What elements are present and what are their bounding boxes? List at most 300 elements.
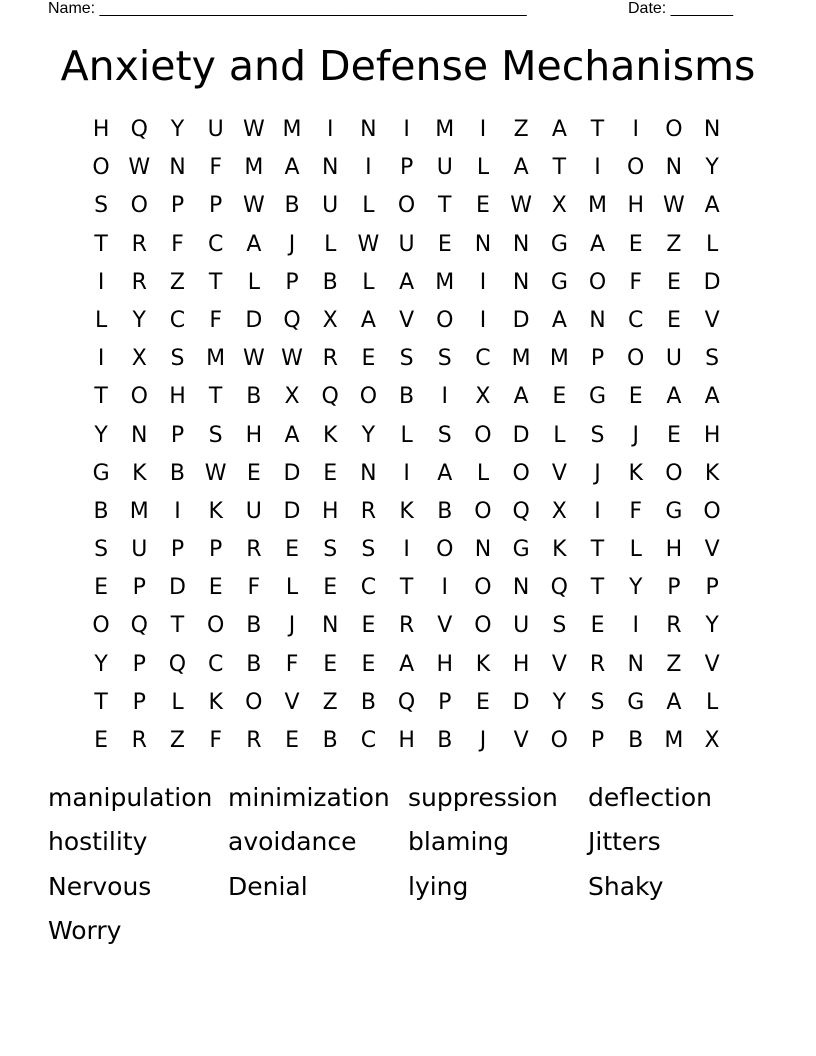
grid-letter: R xyxy=(246,537,262,563)
grid-letter: B xyxy=(399,384,415,410)
grid-letter: U xyxy=(513,613,530,639)
grid-letter: P xyxy=(438,689,452,715)
grid-letter: M xyxy=(435,117,455,142)
grid-letter: H xyxy=(436,651,454,677)
grid-letter: U xyxy=(245,498,262,524)
grid-letter: E xyxy=(628,231,643,257)
grid-letter: E xyxy=(361,346,376,372)
grid-letter: E xyxy=(246,460,261,486)
grid-letter: B xyxy=(437,498,453,524)
grid-letter: E xyxy=(590,613,605,639)
grid-letter: N xyxy=(321,155,339,181)
grid-letter: L xyxy=(553,422,566,448)
word-list-item: manipulation xyxy=(48,783,213,812)
grid-letter: S xyxy=(437,346,452,372)
grid-letter: T xyxy=(590,117,605,142)
grid-letter: Y xyxy=(705,613,719,639)
grid-letter: E xyxy=(361,651,376,677)
grid-letter: G xyxy=(512,537,530,563)
grid-letter: V xyxy=(704,307,720,333)
grid-letter: Y xyxy=(705,155,719,181)
grid-letter: I xyxy=(441,575,449,601)
word-list-item: hostility xyxy=(48,827,148,857)
grid-letter: E xyxy=(361,613,376,639)
grid-letter: P xyxy=(590,728,605,753)
grid-letter: P xyxy=(209,537,223,563)
grid-letter: K xyxy=(132,460,147,486)
grid-letter: P xyxy=(132,689,146,715)
grid-letter: A xyxy=(246,231,262,257)
grid-letter: X xyxy=(551,193,567,219)
grid-letter: N xyxy=(360,460,377,486)
word-list-item: Jitters xyxy=(588,827,661,857)
grid-letter: M xyxy=(511,346,531,372)
grid-letter: O xyxy=(588,269,607,295)
grid-letter: P xyxy=(399,155,414,181)
grid-letter: I xyxy=(403,537,410,563)
grid-letter: C xyxy=(169,307,186,333)
grid-letter: L xyxy=(285,575,299,601)
header-line xyxy=(0,0,816,20)
grid-letter: T xyxy=(208,384,223,410)
letter-grid xyxy=(82,111,731,760)
grid-letter: P xyxy=(170,422,185,448)
grid-letter: J xyxy=(594,460,601,486)
grid-letter: K xyxy=(323,422,338,448)
grid-letter: U xyxy=(131,537,148,563)
grid-letter: D xyxy=(283,498,301,524)
grid-letter: E xyxy=(285,728,299,753)
grid-letter: O xyxy=(474,498,492,524)
grid-letter: A xyxy=(284,155,300,181)
grid-letter: V xyxy=(399,307,415,333)
grid-letter: N xyxy=(627,651,644,677)
grid-letter: S xyxy=(590,422,605,448)
grid-letter: I xyxy=(632,117,639,142)
grid-letter: A xyxy=(551,117,567,142)
grid-letter: E xyxy=(476,193,490,219)
grid-letter: Z xyxy=(169,728,185,753)
grid-letter: F xyxy=(209,155,222,181)
grid-letter: E xyxy=(552,384,567,410)
grid-letter: W xyxy=(281,346,303,372)
grid-letter: X xyxy=(284,384,300,410)
grid-letter: L xyxy=(705,231,719,257)
grid-letter: O xyxy=(627,155,645,181)
grid-letter: E xyxy=(666,269,681,295)
grid-letter: H xyxy=(665,537,683,563)
grid-letter: D xyxy=(703,269,721,295)
grid-letter: O xyxy=(206,613,225,639)
grid-letter: I xyxy=(174,498,181,524)
grid-letter: O xyxy=(92,155,110,181)
grid-letter: S xyxy=(94,193,109,219)
grid-letter: S xyxy=(705,346,720,372)
grid-letter: Z xyxy=(169,269,185,295)
grid-letter: Q xyxy=(321,384,339,410)
grid-letter: S xyxy=(170,346,185,372)
grid-letter: O xyxy=(130,384,148,410)
grid-letter: C xyxy=(207,651,224,677)
grid-letter: H xyxy=(321,498,339,524)
grid-letter: I xyxy=(594,498,601,524)
grid-letter: G xyxy=(92,460,110,486)
grid-letter: R xyxy=(131,728,147,753)
grid-letter: A xyxy=(704,384,720,410)
grid-letter: O xyxy=(436,307,454,333)
grid-letter: X xyxy=(475,384,491,410)
grid-letter: B xyxy=(246,651,262,677)
grid-letter: E xyxy=(323,460,338,486)
grid-letter: E xyxy=(285,537,299,563)
grid-letter: N xyxy=(321,613,339,639)
grid-letter: J xyxy=(632,422,639,448)
grid-letter: W xyxy=(663,193,685,219)
grid-letter: Y xyxy=(94,422,108,448)
grid-letter: Z xyxy=(666,651,682,677)
grid-letter: D xyxy=(245,307,263,333)
grid-letter: B xyxy=(246,384,262,410)
grid-letter: A xyxy=(284,422,300,448)
grid-letter: I xyxy=(365,155,372,181)
grid-letter: U xyxy=(436,155,453,181)
grid-letter: A xyxy=(590,231,606,257)
grid-letter: L xyxy=(247,269,260,295)
grid-letter: M xyxy=(244,155,264,181)
grid-letter: N xyxy=(512,575,530,601)
grid-letter: Z xyxy=(322,689,338,715)
grid-letter: E xyxy=(437,231,452,257)
grid-letter: P xyxy=(705,575,719,601)
grid-letter: B xyxy=(93,498,109,524)
grid-letter: U xyxy=(207,117,224,142)
grid-letter: B xyxy=(284,193,300,219)
grid-letter: H xyxy=(169,384,186,410)
grid-letter: D xyxy=(283,460,301,486)
grid-letter: G xyxy=(665,498,683,524)
grid-letter: P xyxy=(170,193,185,219)
grid-letter: R xyxy=(398,613,415,639)
grid-letter: T xyxy=(399,575,414,601)
grid-letter: Q xyxy=(283,307,301,333)
grid-letter: B xyxy=(360,689,376,715)
grid-letter: Q xyxy=(168,651,187,677)
grid-letter: W xyxy=(204,460,227,486)
grid-letter: I xyxy=(97,346,105,372)
grid-letter: P xyxy=(667,575,681,601)
grid-letter: L xyxy=(629,537,642,563)
grid-letter: E xyxy=(666,307,681,333)
grid-letter: H xyxy=(627,193,644,219)
grid-letter: B xyxy=(246,613,262,639)
date-field: Date: _______ xyxy=(628,0,733,17)
grid-letter: O xyxy=(397,193,416,219)
grid-letter: I xyxy=(326,117,334,142)
grid-letter: O xyxy=(245,689,263,715)
grid-letter: V xyxy=(551,651,567,677)
grid-letter: F xyxy=(209,728,222,753)
grid-letter: A xyxy=(551,307,567,333)
grid-letter: T xyxy=(94,689,108,715)
grid-letter: N xyxy=(512,231,530,257)
grid-letter: K xyxy=(475,651,491,677)
grid-letter: M xyxy=(282,117,302,142)
grid-letter: H xyxy=(512,651,530,677)
grid-letter: P xyxy=(132,651,146,677)
grid-letter: M xyxy=(435,269,455,295)
grid-letter: R xyxy=(589,651,606,677)
grid-letter: W xyxy=(128,155,151,181)
grid-letter: O xyxy=(665,117,683,142)
grid-letter: T xyxy=(208,269,223,295)
word-list-item: lying xyxy=(408,871,469,901)
grid-letter: I xyxy=(632,613,639,639)
grid-letter: O xyxy=(550,728,568,753)
word-list-item: deflection xyxy=(588,783,713,812)
grid-letter: O xyxy=(359,384,378,410)
grid-letter: N xyxy=(512,269,530,295)
grid-letter: C xyxy=(360,728,377,753)
grid-letter: T xyxy=(590,537,605,563)
word-list-item: suppression xyxy=(408,783,558,812)
grid-letter: G xyxy=(550,231,568,257)
grid-letter: L xyxy=(324,231,337,257)
grid-letter: Q xyxy=(130,117,148,142)
grid-letter: I xyxy=(403,460,410,486)
grid-letter: A xyxy=(704,193,720,219)
grid-letter: L xyxy=(171,689,184,715)
grid-letter: Y xyxy=(94,651,108,677)
grid-letter: M xyxy=(206,346,226,372)
grid-letter: L xyxy=(362,269,375,295)
grid-letter: O xyxy=(665,460,683,486)
grid-letter: U xyxy=(398,231,415,257)
grid-letter: V xyxy=(284,689,300,715)
grid-letter: O xyxy=(436,537,454,563)
word-list-item: Shaky xyxy=(588,871,664,901)
grid-letter: O xyxy=(92,613,110,639)
grid-letter: O xyxy=(130,193,148,219)
grid-letter: T xyxy=(94,384,108,410)
grid-letter: T xyxy=(94,231,108,257)
grid-letter: A xyxy=(437,460,453,486)
grid-letter: K xyxy=(628,460,643,486)
grid-letter: J xyxy=(288,613,296,639)
grid-letter: F xyxy=(171,231,184,257)
grid-letter: I xyxy=(403,117,410,142)
grid-letter: T xyxy=(590,575,605,601)
grid-letter: K xyxy=(208,689,223,715)
grid-letter: Z xyxy=(666,231,682,257)
grid-letter: B xyxy=(322,269,338,295)
grid-letter: A xyxy=(666,384,682,410)
grid-letter: N xyxy=(474,537,492,563)
grid-letter: V xyxy=(704,537,720,563)
grid-letter: J xyxy=(288,231,296,257)
grid-letter: J xyxy=(479,728,487,753)
grid-letter: I xyxy=(479,269,487,295)
grid-letter: C xyxy=(628,307,644,333)
grid-letter: V xyxy=(513,728,529,753)
grid-letter: E xyxy=(666,422,681,448)
grid-letter: E xyxy=(476,689,490,715)
grid-letter: S xyxy=(437,422,452,448)
grid-letter: A xyxy=(399,269,415,295)
grid-letter: T xyxy=(552,155,567,181)
grid-letter: D xyxy=(512,422,530,448)
grid-letter: G xyxy=(550,269,568,295)
word-list xyxy=(48,776,768,954)
grid-letter: B xyxy=(322,728,338,753)
grid-letter: P xyxy=(285,269,299,295)
grid-letter: W xyxy=(242,117,265,142)
grid-letter: I xyxy=(441,384,449,410)
name-field: Name: ________________________________________________ xyxy=(48,0,527,17)
grid-letter: F xyxy=(285,651,299,677)
grid-letter: P xyxy=(590,346,605,372)
word-list-item: avoidance xyxy=(228,827,357,857)
grid-letter: O xyxy=(474,613,492,639)
grid-letter: W xyxy=(242,193,265,219)
grid-letter: S xyxy=(590,689,605,715)
grid-letter: A xyxy=(399,651,415,677)
grid-letter: Q xyxy=(550,575,568,601)
grid-letter: E xyxy=(94,728,109,753)
grid-letter: H xyxy=(92,117,110,142)
grid-letter: R xyxy=(360,498,377,524)
grid-letter: M xyxy=(664,728,684,753)
grid-letter: V xyxy=(704,651,720,677)
grid-letter: R xyxy=(131,231,147,257)
grid-letter: X xyxy=(551,498,567,524)
grid-letter: C xyxy=(475,346,491,372)
grid-letter: X xyxy=(704,728,720,753)
grid-letter: L xyxy=(362,193,375,219)
grid-letter: W xyxy=(510,193,533,219)
grid-letter: L xyxy=(94,307,108,333)
grid-letter: M xyxy=(588,193,608,219)
grid-letter: C xyxy=(360,575,377,601)
grid-letter: Y xyxy=(552,689,567,715)
grid-letter: E xyxy=(208,575,223,601)
grid-letter: Q xyxy=(512,498,530,524)
grid-letter: A xyxy=(513,384,529,410)
grid-letter: V xyxy=(551,460,567,486)
grid-letter: F xyxy=(247,575,261,601)
grid-letter: T xyxy=(170,613,185,639)
grid-letter: N xyxy=(131,422,148,448)
grid-letter: O xyxy=(474,575,492,601)
grid-letter: M xyxy=(129,498,149,524)
grid-letter: X xyxy=(322,307,338,333)
grid-letter: F xyxy=(629,498,643,524)
grid-letter: O xyxy=(512,460,530,486)
grid-letter: K xyxy=(208,498,223,524)
grid-letter: Y xyxy=(132,307,146,333)
grid-letter: I xyxy=(479,307,487,333)
grid-letter: Z xyxy=(513,117,529,142)
word-list-item: minimization xyxy=(228,783,390,812)
grid-letter: H xyxy=(703,422,721,448)
grid-letter: P xyxy=(132,575,146,601)
grid-letter: H xyxy=(398,728,415,753)
grid-letter: E xyxy=(323,575,338,601)
grid-letter: O xyxy=(703,498,721,524)
grid-letter: F xyxy=(629,269,643,295)
grid-letter: F xyxy=(209,307,222,333)
word-list-item: Nervous xyxy=(48,871,152,901)
grid-letter: E xyxy=(323,651,338,677)
grid-letter: Q xyxy=(130,613,148,639)
grid-letter: P xyxy=(209,193,223,219)
grid-letter: U xyxy=(322,193,339,219)
grid-letter: R xyxy=(666,613,682,639)
grid-letter: Y xyxy=(170,117,185,142)
grid-letter: S xyxy=(552,613,567,639)
grid-letter: C xyxy=(207,231,224,257)
grid-letter: A xyxy=(513,155,529,181)
grid-letter: Q xyxy=(397,689,416,715)
page-title: Anxiety and Defense Mechanisms xyxy=(60,42,756,90)
grid-letter: N xyxy=(474,231,492,257)
grid-letter: Y xyxy=(628,575,643,601)
grid-letter: W xyxy=(357,231,380,257)
grid-letter: D xyxy=(512,307,530,333)
grid-letter: D xyxy=(512,689,530,715)
grid-letter: R xyxy=(246,728,262,753)
grid-letter: L xyxy=(705,689,719,715)
grid-letter: H xyxy=(245,422,263,448)
grid-letter: O xyxy=(474,422,492,448)
grid-letter: S xyxy=(361,537,376,563)
grid-letter: K xyxy=(552,537,567,563)
grid-letter: I xyxy=(97,269,105,295)
grid-letter: N xyxy=(169,155,186,181)
grid-letter: L xyxy=(400,422,413,448)
word-list-item: Denial xyxy=(228,871,308,901)
grid-letter: B xyxy=(437,728,453,753)
word-list-item: blaming xyxy=(408,827,510,857)
grid-letter: P xyxy=(170,537,185,563)
grid-letter: S xyxy=(399,346,414,372)
grid-letter: V xyxy=(437,613,453,639)
grid-letter: N xyxy=(360,117,377,142)
grid-letter: K xyxy=(399,498,414,524)
grid-letter: G xyxy=(589,384,607,410)
grid-letter: R xyxy=(131,269,147,295)
grid-letter: S xyxy=(94,537,109,563)
grid-letter: R xyxy=(322,346,338,372)
grid-letter: S xyxy=(208,422,223,448)
grid-letter: B xyxy=(169,460,186,486)
grid-letter: E xyxy=(94,575,109,601)
grid-letter: W xyxy=(242,346,265,372)
grid-letter: D xyxy=(168,575,186,601)
word-list-item: Worry xyxy=(48,916,122,946)
grid-letter: A xyxy=(666,689,682,715)
grid-letter: K xyxy=(704,460,720,486)
grid-letter: U xyxy=(665,346,682,372)
grid-letter: O xyxy=(627,346,645,372)
grid-letter: M xyxy=(549,346,569,372)
grid-letter: I xyxy=(479,117,487,142)
grid-letter: L xyxy=(476,460,490,486)
grid-letter: N xyxy=(703,117,721,142)
grid-letter: G xyxy=(627,689,645,715)
grid-letter: I xyxy=(594,155,601,181)
grid-letter: X xyxy=(131,346,147,372)
grid-letter: Y xyxy=(361,422,376,448)
